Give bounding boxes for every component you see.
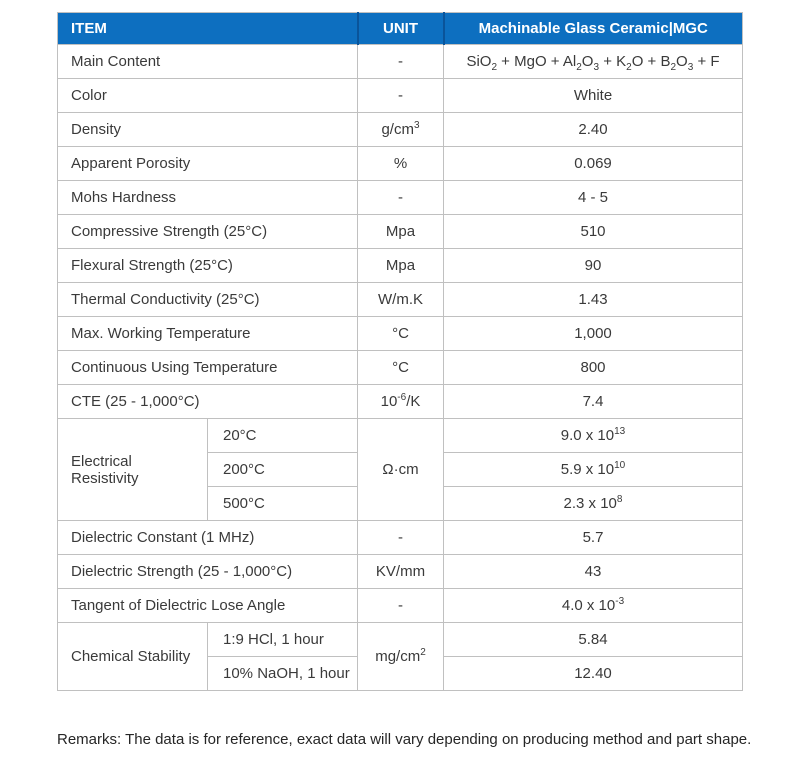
table-row [58,419,743,453]
table-row [58,79,743,113]
value-cell: 2.3 x $10^8$ [444,487,743,521]
table-row [58,317,743,351]
remarks: Remarks: The data is for reference, exact data will vary depending on producing method and part shape. [57,731,752,748]
unit-cell: - [358,589,444,623]
value-cell: 7.4 [444,385,743,419]
properties-table [57,12,743,691]
value-cell: 4.0 x $10^{-3}$ [444,589,743,623]
unit-cell: $g/cm^3$ [358,113,444,147]
table-row [58,521,743,555]
subitem-cell: 10% NaOH, 1 hour [208,657,358,691]
item-cell: Flexural Strength (25°C) [58,249,358,283]
table-row [58,623,743,657]
table-row [58,283,743,317]
value-cell: 1,000 [444,317,743,351]
value-cell: White [444,79,743,113]
value-cell: 800 [444,351,743,385]
table-row [58,351,743,385]
subitem-cell: 500°C [208,487,358,521]
header-row [58,13,743,45]
unit-cell: - [358,45,444,79]
header-item: ITEM [58,13,358,45]
table-row [58,555,743,589]
item-cell: Tangent of Dielectric Lose Angle [58,589,358,623]
table-row [58,45,743,79]
unit-cell: °C [358,317,444,351]
item-group-cell: Electrical Resistivity [58,419,208,521]
unit-cell: W/m.K [358,283,444,317]
value-cell: SiO$_2$ + MgO + $Al_2O_3 + K_2O + B_2O_3 + F$ [444,45,743,79]
item-cell: Color [58,79,358,113]
unit-cell: - [358,79,444,113]
item-cell: Density [58,113,358,147]
item-cell: CTE (25 - 1,000°C) [58,385,358,419]
table-row [58,385,743,419]
value-cell: 0.069 [444,147,743,181]
table-header [58,13,743,45]
item-cell: Mohs Hardness [58,181,358,215]
unit-cell: °C [358,351,444,385]
subitem-cell: 1:9 HCl, 1 hour [208,623,358,657]
subitem-cell: 200°C [208,453,358,487]
value-cell: 5.7 [444,521,743,555]
value-cell: 2.40 [444,113,743,147]
item-cell: Dielectric Strength (25 - 1,000°C) [58,555,358,589]
header-unit: UNIT [358,13,444,45]
item-cell: Continuous Using Temperature [58,351,358,385]
table-row [58,181,743,215]
item-cell: Thermal Conductivity (25°C) [58,283,358,317]
unit-cell: - [358,181,444,215]
table-row [58,215,743,249]
item-cell: Main Content [58,45,358,79]
subitem-cell: 20°C [208,419,358,453]
item-cell: Dielectric Constant (1 MHz) [58,521,358,555]
item-group-cell: Chemical Stability [58,623,208,691]
table-body [58,45,743,691]
item-cell: Apparent Porosity [58,147,358,181]
table-row [58,249,743,283]
unit-cell: KV/mm [358,555,444,589]
unit-group-cell: Ω·cm [358,419,444,521]
table-row [58,113,743,147]
item-cell: Compressive Strength (25°C) [58,215,358,249]
unit-group-cell: $mg/cm^2$ [358,623,444,691]
unit-cell: - [358,521,444,555]
header-product: Machinable Glass Ceramic|MGC [444,13,743,45]
value-cell: 12.40 [444,657,743,691]
value-cell: 1.43 [444,283,743,317]
unit-cell: % [358,147,444,181]
value-cell: 90 [444,249,743,283]
item-cell: Max. Working Temperature [58,317,358,351]
value-cell: 5.9 x $10^{10}$ [444,453,743,487]
table-row [58,589,743,623]
value-cell: 5.84 [444,623,743,657]
table-row [58,147,743,181]
value-cell: 4 - 5 [444,181,743,215]
value-cell: 43 [444,555,743,589]
value-cell: 9.0 x $10^{13}$ [444,419,743,453]
unit-cell: Mpa [358,215,444,249]
unit-cell: Mpa [358,249,444,283]
value-cell: 510 [444,215,743,249]
unit-cell: $10^{-6}/K$ [358,385,444,419]
